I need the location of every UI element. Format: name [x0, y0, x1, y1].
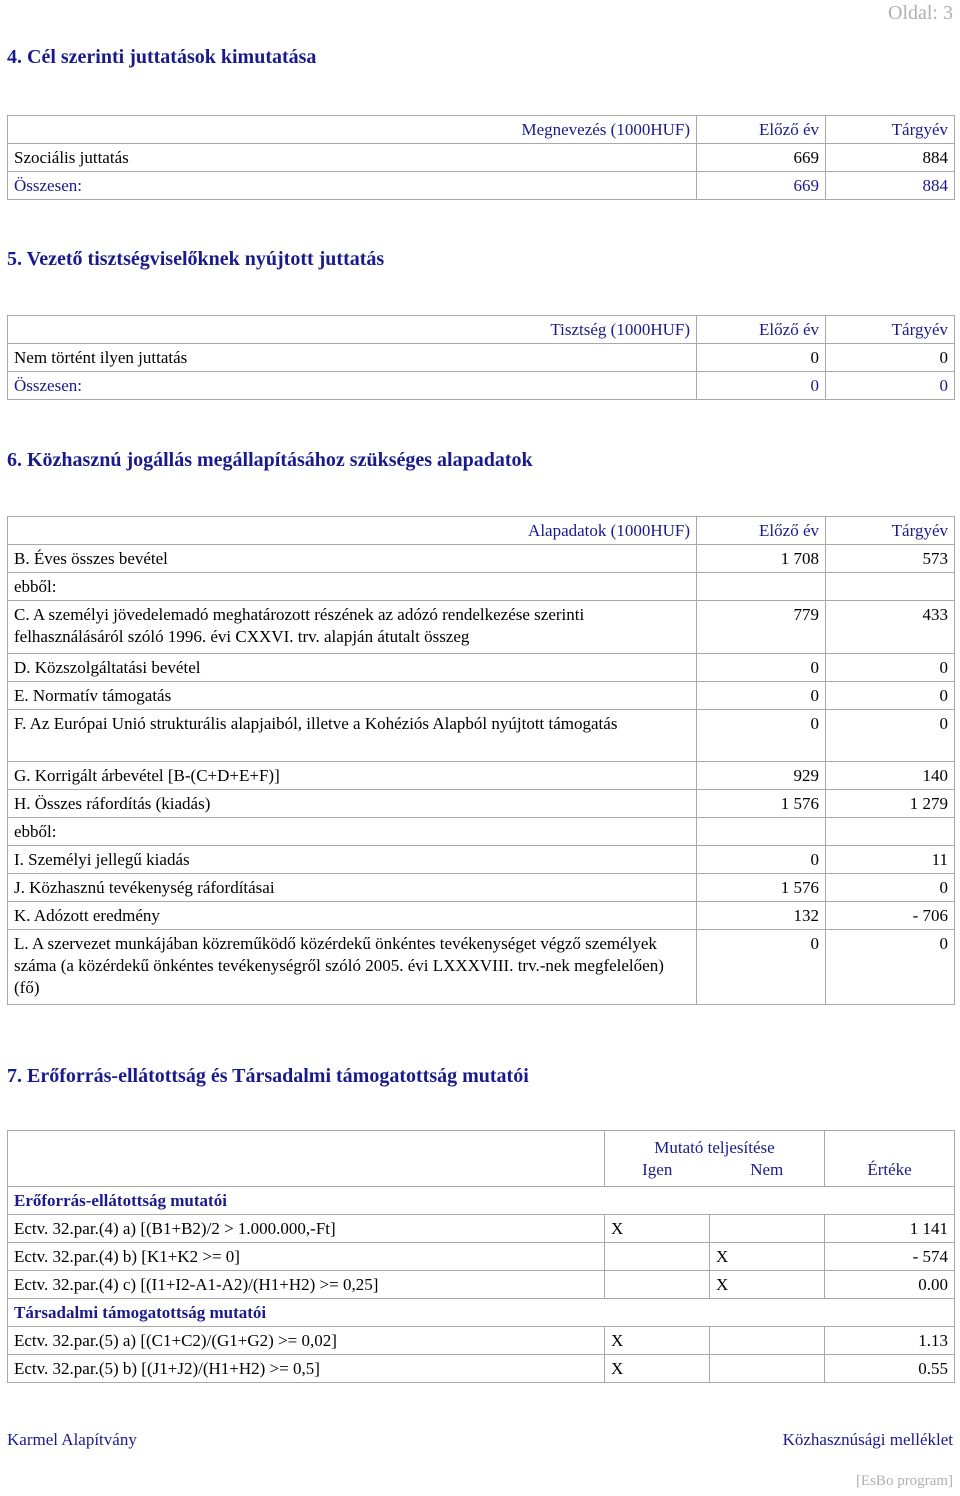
table-row	[8, 682, 955, 710]
row-cur: 0	[826, 344, 955, 372]
row-label: ebből:	[8, 818, 697, 846]
total-prev: 669	[697, 172, 826, 200]
row-cur: 0	[826, 874, 955, 902]
section-7-title: 7. Erőforrás-ellátottság és Társadalmi támogatottság mutatói	[7, 1065, 529, 1087]
footer-document-type: Közhasznúsági melléklet	[782, 1430, 953, 1449]
row-cur	[826, 573, 955, 601]
row-yes	[605, 1243, 710, 1271]
row-cur: 0	[826, 682, 955, 710]
col-header-prev: Előző év	[697, 316, 826, 344]
row-prev: 669	[697, 144, 826, 172]
group-row	[8, 1299, 955, 1327]
table-header-row	[8, 517, 955, 545]
table-row	[8, 601, 955, 654]
table-row	[8, 1271, 955, 1299]
header-group-label: Mutató teljesítése	[654, 1137, 775, 1157]
row-value: 0.55	[825, 1355, 955, 1383]
table-row	[8, 144, 955, 172]
row-cur: - 706	[826, 902, 955, 930]
row-prev: 1 708	[697, 545, 826, 573]
table-row	[8, 573, 955, 601]
section-6-title: 6. Közhasznú jogállás megállapításához szükséges alapadatok	[7, 449, 533, 471]
row-cur: 573	[826, 545, 955, 573]
row-label: I. Személyi jellegű kiadás	[8, 846, 697, 874]
row-prev: 0	[697, 682, 826, 710]
row-no: X	[710, 1243, 825, 1271]
total-cur: 0	[826, 372, 955, 400]
row-label: B. Éves összes bevétel	[8, 545, 697, 573]
row-yes: X	[605, 1215, 710, 1243]
row-cur: 140	[826, 762, 955, 790]
row-no	[710, 1327, 825, 1355]
row-prev	[697, 818, 826, 846]
row-label: E. Normatív támogatás	[8, 682, 697, 710]
row-label: Ectv. 32.par.(5) a) [(C1+C2)/(G1+G2) >= 0,02]	[8, 1327, 605, 1355]
col-header-name: Megnevezés (1000HUF)	[8, 116, 697, 144]
row-value: - 574	[825, 1243, 955, 1271]
row-label: C. A személyi jövedelemadó meghatározott részének az adózó rendelkezése szerinti felhasználásáról szóló 1996. évi CXXVI. trv. alapján átutalt összeg	[8, 601, 697, 654]
group-row	[8, 1187, 955, 1215]
table-row	[8, 344, 955, 372]
row-cur: 884	[826, 144, 955, 172]
col-header-prev: Előző év	[697, 116, 826, 144]
table-header-row	[8, 316, 955, 344]
row-label: G. Korrigált árbevétel [B-(C+D+E+F)]	[8, 762, 697, 790]
section-5-table	[7, 315, 955, 400]
row-prev	[697, 573, 826, 601]
col-header-cur: Tárgyév	[826, 116, 955, 144]
total-prev: 0	[697, 372, 826, 400]
row-prev: 1 576	[697, 874, 826, 902]
total-row	[8, 372, 955, 400]
row-prev: 132	[697, 902, 826, 930]
row-no	[710, 1215, 825, 1243]
row-prev: 929	[697, 762, 826, 790]
section-5-title: 5. Vezető tisztségviselőknek nyújtott juttatás	[7, 248, 385, 270]
header-subrow	[605, 1159, 824, 1181]
row-label: K. Adózott eredmény	[8, 902, 697, 930]
table-row	[8, 762, 955, 790]
row-yes: X	[605, 1327, 710, 1355]
col-header-prev: Előző év	[697, 517, 826, 545]
row-label: Nem történt ilyen juttatás	[8, 344, 697, 372]
table-row	[8, 1243, 955, 1271]
row-cur: 0	[826, 654, 955, 682]
row-cur: 433	[826, 601, 955, 654]
row-label: H. Összes ráfordítás (kiadás)	[8, 790, 697, 818]
total-cur: 884	[826, 172, 955, 200]
row-cur: 0	[826, 930, 955, 1005]
col-header-cur: Tárgyév	[826, 517, 955, 545]
row-prev: 1 576	[697, 790, 826, 818]
group-label: Társadalmi támogatottság mutatói	[8, 1299, 955, 1327]
row-yes: X	[605, 1355, 710, 1383]
row-label: Szociális juttatás	[8, 144, 697, 172]
header-no: Nem	[750, 1159, 784, 1179]
section-4-title: 4. Cél szerinti juttatások kimutatása	[7, 46, 317, 68]
table-row	[8, 790, 955, 818]
table-row	[8, 902, 955, 930]
row-label: Ectv. 32.par.(4) a) [(B1+B2)/2 > 1.000.000,-Ft]	[8, 1215, 605, 1243]
table-row	[8, 1355, 955, 1383]
row-prev: 0	[697, 344, 826, 372]
table-row	[8, 654, 955, 682]
table-row	[8, 545, 955, 573]
row-cur: 11	[826, 846, 955, 874]
table-row	[8, 874, 955, 902]
row-cur: 1 279	[826, 790, 955, 818]
row-cur: 0	[826, 710, 955, 762]
total-row	[8, 172, 955, 200]
row-no: X	[710, 1271, 825, 1299]
row-yes	[605, 1271, 710, 1299]
header-yes: Igen	[642, 1159, 673, 1179]
total-label: Összesen:	[8, 372, 697, 400]
row-no	[710, 1355, 825, 1383]
section-4-table	[7, 115, 955, 200]
table-row	[8, 710, 955, 762]
row-value: 1 141	[825, 1215, 955, 1243]
row-label: Ectv. 32.par.(4) c) [(I1+I2-A1-A2)/(H1+H2) >= 0,25]	[8, 1271, 605, 1299]
section-7-table	[7, 1130, 955, 1383]
row-label: J. Közhasznú tevékenység ráfordításai	[8, 874, 697, 902]
row-prev: 0	[697, 654, 826, 682]
table-header-row	[8, 116, 955, 144]
header-group-cell	[605, 1131, 825, 1187]
row-prev: 779	[697, 601, 826, 654]
group-label: Erőforrás-ellátottság mutatói	[8, 1187, 955, 1215]
page-number: Oldal: 3	[888, 2, 953, 24]
table-row	[8, 1327, 955, 1355]
footer-program: [EsBo program]	[855, 1473, 953, 1489]
row-label: L. A szervezet munkájában közreműködő közérdekű önkéntes tevékenységet végző személyek száma (a közérdekű önkéntes tevékenységről szóló 2005. évi LXXXVIII. trv.-nek megfelelően) (fő)	[8, 930, 697, 1005]
col-header-name: Tisztség (1000HUF)	[8, 316, 697, 344]
table-row	[8, 818, 955, 846]
row-prev: 0	[697, 710, 826, 762]
table-row	[8, 930, 955, 1005]
row-value: 0.00	[825, 1271, 955, 1299]
header-value: Értéke	[825, 1131, 955, 1187]
col-header-cur: Tárgyév	[826, 316, 955, 344]
row-cur	[826, 818, 955, 846]
table-row	[8, 1215, 955, 1243]
section-6-table	[7, 516, 955, 1005]
table-row	[8, 846, 955, 874]
table-header-row	[8, 1131, 955, 1187]
header-empty-cell	[8, 1131, 605, 1187]
row-prev: 0	[697, 930, 826, 1005]
row-prev: 0	[697, 846, 826, 874]
row-label: F. Az Európai Unió strukturális alapjaiból, illetve a Kohéziós Alapból nyújtott támogatás	[8, 710, 697, 762]
row-label: ebből:	[8, 573, 697, 601]
footer-organization: Karmel Alapítvány	[7, 1430, 137, 1449]
row-label: Ectv. 32.par.(4) b) [K1+K2 >= 0]	[8, 1243, 605, 1271]
row-label: D. Közszolgáltatási bevétel	[8, 654, 697, 682]
row-label: Ectv. 32.par.(5) b) [(J1+J2)/(H1+H2) >= 0,5]	[8, 1355, 605, 1383]
col-header-name: Alapadatok (1000HUF)	[8, 517, 697, 545]
row-value: 1.13	[825, 1327, 955, 1355]
total-label: Összesen:	[8, 172, 697, 200]
